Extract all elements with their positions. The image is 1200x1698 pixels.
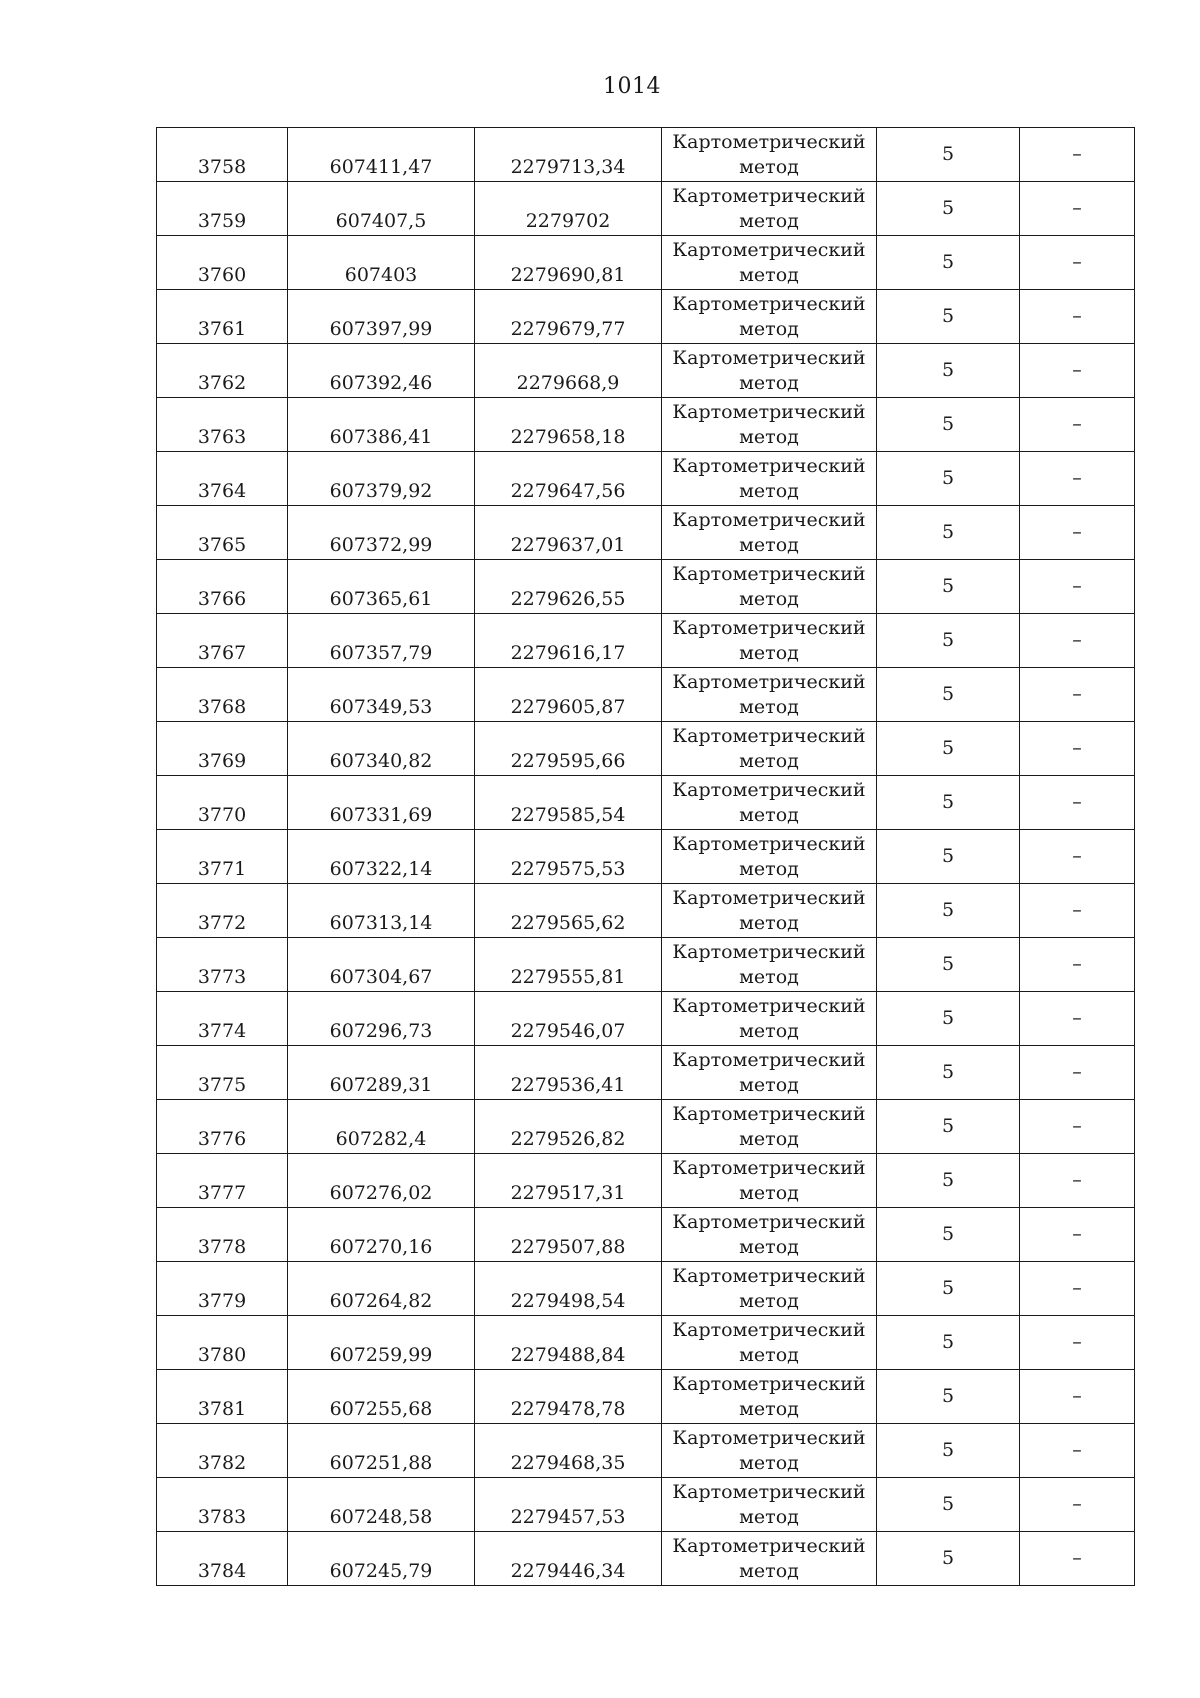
point-number-cell: 3759: [157, 182, 288, 236]
point-number-cell: 3784: [157, 1532, 288, 1586]
note-cell: –: [1020, 1370, 1135, 1424]
point-number-cell: 3768: [157, 668, 288, 722]
table-row: [157, 1100, 1135, 1154]
note-cell: –: [1020, 1532, 1135, 1586]
x-coordinate-cell: 607270,16: [288, 1208, 475, 1262]
note-cell: –: [1020, 722, 1135, 776]
accuracy-cell: 5: [877, 668, 1020, 722]
x-coordinate-cell: 607322,14: [288, 830, 475, 884]
note-cell: –: [1020, 830, 1135, 884]
x-coordinate-cell: 607365,61: [288, 560, 475, 614]
y-coordinate-cell: 2279488,84: [475, 1316, 662, 1370]
accuracy-cell: 5: [877, 1046, 1020, 1100]
note-cell: –: [1020, 1262, 1135, 1316]
accuracy-cell: 5: [877, 1154, 1020, 1208]
table-row: [157, 614, 1135, 668]
point-number-cell: 3771: [157, 830, 288, 884]
table-row: [157, 560, 1135, 614]
point-number-cell: 3764: [157, 452, 288, 506]
table-row: [157, 290, 1135, 344]
accuracy-cell: 5: [877, 1316, 1020, 1370]
x-coordinate-cell: 607372,99: [288, 506, 475, 560]
note-cell: –: [1020, 1046, 1135, 1100]
method-cell: Картометрический метод: [662, 776, 877, 830]
x-coordinate-cell: 607313,14: [288, 884, 475, 938]
y-coordinate-cell: 2279637,01: [475, 506, 662, 560]
y-coordinate-cell: 2279468,35: [475, 1424, 662, 1478]
table-row: [157, 1316, 1135, 1370]
x-coordinate-cell: 607282,4: [288, 1100, 475, 1154]
note-cell: –: [1020, 290, 1135, 344]
point-number-cell: 3774: [157, 992, 288, 1046]
method-cell: Картометрический метод: [662, 1532, 877, 1586]
point-number-cell: 3766: [157, 560, 288, 614]
x-coordinate-cell: 607248,58: [288, 1478, 475, 1532]
note-cell: –: [1020, 1154, 1135, 1208]
note-cell: –: [1020, 992, 1135, 1046]
point-number-cell: 3762: [157, 344, 288, 398]
note-cell: –: [1020, 398, 1135, 452]
x-coordinate-cell: 607349,53: [288, 668, 475, 722]
accuracy-cell: 5: [877, 236, 1020, 290]
note-cell: –: [1020, 560, 1135, 614]
method-cell: Картометрический метод: [662, 344, 877, 398]
table-row: [157, 992, 1135, 1046]
accuracy-cell: 5: [877, 722, 1020, 776]
x-coordinate-cell: 607340,82: [288, 722, 475, 776]
accuracy-cell: 5: [877, 614, 1020, 668]
x-coordinate-cell: 607397,99: [288, 290, 475, 344]
method-cell: Картометрический метод: [662, 1100, 877, 1154]
point-number-cell: 3783: [157, 1478, 288, 1532]
y-coordinate-cell: 2279605,87: [475, 668, 662, 722]
method-cell: Картометрический метод: [662, 1316, 877, 1370]
table-row: [157, 182, 1135, 236]
table-row: [157, 128, 1135, 182]
table-row: [157, 1208, 1135, 1262]
x-coordinate-cell: 607245,79: [288, 1532, 475, 1586]
point-number-cell: 3761: [157, 290, 288, 344]
accuracy-cell: 5: [877, 452, 1020, 506]
point-number-cell: 3781: [157, 1370, 288, 1424]
note-cell: –: [1020, 1424, 1135, 1478]
y-coordinate-cell: 2279457,53: [475, 1478, 662, 1532]
table-row: [157, 668, 1135, 722]
table-row: [157, 1424, 1135, 1478]
accuracy-cell: 5: [877, 938, 1020, 992]
x-coordinate-cell: 607296,73: [288, 992, 475, 1046]
accuracy-cell: 5: [877, 344, 1020, 398]
table-row: [157, 830, 1135, 884]
x-coordinate-cell: 607407,5: [288, 182, 475, 236]
y-coordinate-cell: 2279690,81: [475, 236, 662, 290]
table-row: [157, 1532, 1135, 1586]
x-coordinate-cell: 607255,68: [288, 1370, 475, 1424]
point-number-cell: 3777: [157, 1154, 288, 1208]
note-cell: –: [1020, 884, 1135, 938]
accuracy-cell: 5: [877, 182, 1020, 236]
y-coordinate-cell: 2279565,62: [475, 884, 662, 938]
accuracy-cell: 5: [877, 128, 1020, 182]
accuracy-cell: 5: [877, 1262, 1020, 1316]
y-coordinate-cell: 2279668,9: [475, 344, 662, 398]
y-coordinate-cell: 2279647,56: [475, 452, 662, 506]
point-number-cell: 3780: [157, 1316, 288, 1370]
accuracy-cell: 5: [877, 506, 1020, 560]
y-coordinate-cell: 2279585,54: [475, 776, 662, 830]
x-coordinate-cell: 607304,67: [288, 938, 475, 992]
point-number-cell: 3758: [157, 128, 288, 182]
method-cell: Картометрический метод: [662, 506, 877, 560]
note-cell: –: [1020, 1208, 1135, 1262]
y-coordinate-cell: 2279507,88: [475, 1208, 662, 1262]
note-cell: –: [1020, 938, 1135, 992]
method-cell: Картометрический метод: [662, 1424, 877, 1478]
x-coordinate-cell: 607403: [288, 236, 475, 290]
point-number-cell: 3765: [157, 506, 288, 560]
method-cell: Картометрический метод: [662, 560, 877, 614]
method-cell: Картометрический метод: [662, 290, 877, 344]
point-number-cell: 3763: [157, 398, 288, 452]
table-row: [157, 884, 1135, 938]
method-cell: Картометрический метод: [662, 128, 877, 182]
note-cell: –: [1020, 128, 1135, 182]
table-row: [157, 236, 1135, 290]
point-number-cell: 3775: [157, 1046, 288, 1100]
note-cell: –: [1020, 1316, 1135, 1370]
y-coordinate-cell: 2279555,81: [475, 938, 662, 992]
x-coordinate-cell: 607264,82: [288, 1262, 475, 1316]
method-cell: Картометрический метод: [662, 1208, 877, 1262]
coordinates-table-body: [157, 128, 1135, 1586]
note-cell: –: [1020, 668, 1135, 722]
table-row: [157, 344, 1135, 398]
table-row: [157, 1154, 1135, 1208]
note-cell: –: [1020, 182, 1135, 236]
x-coordinate-cell: 607379,92: [288, 452, 475, 506]
point-number-cell: 3769: [157, 722, 288, 776]
x-coordinate-cell: 607411,47: [288, 128, 475, 182]
table-row: [157, 1262, 1135, 1316]
y-coordinate-cell: 2279616,17: [475, 614, 662, 668]
y-coordinate-cell: 2279713,34: [475, 128, 662, 182]
method-cell: Картометрический метод: [662, 722, 877, 776]
x-coordinate-cell: 607289,31: [288, 1046, 475, 1100]
y-coordinate-cell: 2279658,18: [475, 398, 662, 452]
note-cell: –: [1020, 344, 1135, 398]
y-coordinate-cell: 2279575,53: [475, 830, 662, 884]
method-cell: Картометрический метод: [662, 1478, 877, 1532]
table-row: [157, 722, 1135, 776]
accuracy-cell: 5: [877, 884, 1020, 938]
method-cell: Картометрический метод: [662, 1262, 877, 1316]
method-cell: Картометрический метод: [662, 938, 877, 992]
coordinates-table: [156, 127, 1135, 1586]
method-cell: Картометрический метод: [662, 398, 877, 452]
point-number-cell: 3773: [157, 938, 288, 992]
table-row: [157, 938, 1135, 992]
method-cell: Картометрический метод: [662, 884, 877, 938]
accuracy-cell: 5: [877, 830, 1020, 884]
point-number-cell: 3760: [157, 236, 288, 290]
point-number-cell: 3782: [157, 1424, 288, 1478]
x-coordinate-cell: 607386,41: [288, 398, 475, 452]
method-cell: Картометрический метод: [662, 236, 877, 290]
method-cell: Картометрический метод: [662, 1370, 877, 1424]
y-coordinate-cell: 2279679,77: [475, 290, 662, 344]
y-coordinate-cell: 2279526,82: [475, 1100, 662, 1154]
accuracy-cell: 5: [877, 992, 1020, 1046]
x-coordinate-cell: 607357,79: [288, 614, 475, 668]
method-cell: Картометрический метод: [662, 452, 877, 506]
method-cell: Картометрический метод: [662, 1154, 877, 1208]
note-cell: –: [1020, 614, 1135, 668]
accuracy-cell: 5: [877, 1478, 1020, 1532]
note-cell: –: [1020, 506, 1135, 560]
accuracy-cell: 5: [877, 1424, 1020, 1478]
table-row: [157, 1046, 1135, 1100]
note-cell: –: [1020, 776, 1135, 830]
table-row: [157, 1370, 1135, 1424]
table-row: [157, 1478, 1135, 1532]
page-number: 1014: [603, 74, 661, 99]
y-coordinate-cell: 2279595,66: [475, 722, 662, 776]
table-row: [157, 776, 1135, 830]
method-cell: Картометрический метод: [662, 1046, 877, 1100]
y-coordinate-cell: 2279536,41: [475, 1046, 662, 1100]
method-cell: Картометрический метод: [662, 668, 877, 722]
point-number-cell: 3772: [157, 884, 288, 938]
point-number-cell: 3778: [157, 1208, 288, 1262]
x-coordinate-cell: 607276,02: [288, 1154, 475, 1208]
accuracy-cell: 5: [877, 1532, 1020, 1586]
x-coordinate-cell: 607251,88: [288, 1424, 475, 1478]
accuracy-cell: 5: [877, 560, 1020, 614]
method-cell: Картометрический метод: [662, 182, 877, 236]
note-cell: –: [1020, 1478, 1135, 1532]
y-coordinate-cell: 2279546,07: [475, 992, 662, 1046]
y-coordinate-cell: 2279498,54: [475, 1262, 662, 1316]
x-coordinate-cell: 607259,99: [288, 1316, 475, 1370]
method-cell: Картометрический метод: [662, 830, 877, 884]
accuracy-cell: 5: [877, 1100, 1020, 1154]
point-number-cell: 3767: [157, 614, 288, 668]
accuracy-cell: 5: [877, 776, 1020, 830]
y-coordinate-cell: 2279446,34: [475, 1532, 662, 1586]
point-number-cell: 3779: [157, 1262, 288, 1316]
table-row: [157, 398, 1135, 452]
y-coordinate-cell: 2279478,78: [475, 1370, 662, 1424]
note-cell: –: [1020, 236, 1135, 290]
note-cell: –: [1020, 1100, 1135, 1154]
method-cell: Картометрический метод: [662, 992, 877, 1046]
point-number-cell: 3770: [157, 776, 288, 830]
x-coordinate-cell: 607392,46: [288, 344, 475, 398]
note-cell: –: [1020, 452, 1135, 506]
accuracy-cell: 5: [877, 1370, 1020, 1424]
y-coordinate-cell: 2279702: [475, 182, 662, 236]
accuracy-cell: 5: [877, 398, 1020, 452]
point-number-cell: 3776: [157, 1100, 288, 1154]
accuracy-cell: 5: [877, 290, 1020, 344]
table-row: [157, 452, 1135, 506]
y-coordinate-cell: 2279626,55: [475, 560, 662, 614]
accuracy-cell: 5: [877, 1208, 1020, 1262]
method-cell: Картометрический метод: [662, 614, 877, 668]
x-coordinate-cell: 607331,69: [288, 776, 475, 830]
table-row: [157, 506, 1135, 560]
y-coordinate-cell: 2279517,31: [475, 1154, 662, 1208]
